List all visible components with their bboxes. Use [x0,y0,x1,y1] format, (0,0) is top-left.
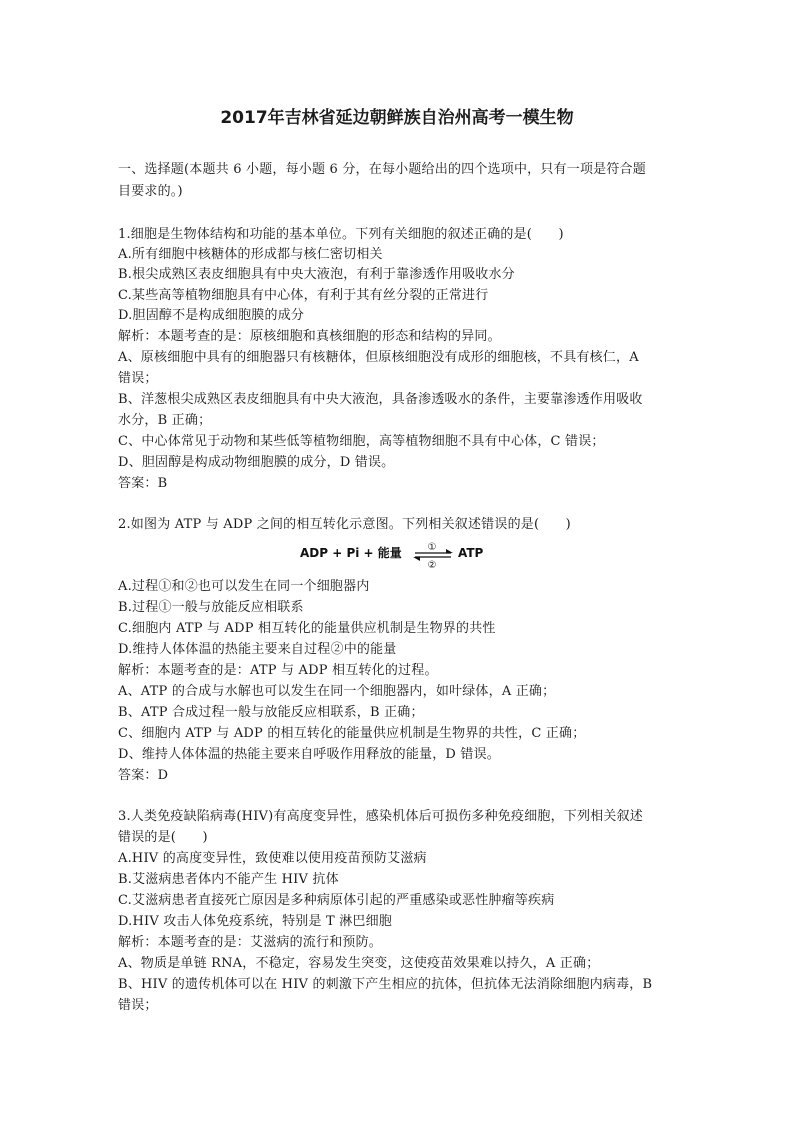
reverse-arrowhead-icon [413,557,420,561]
q3-analysis: 解析：本题考查的是：艾滋病的流行和预防。 [118,935,383,950]
q1-explain-a-line-1: A、原核细胞中具有的细胞器只有核糖体，但原核细胞没有成形的细胞核，不具有核仁，A [118,350,639,365]
q3-stem-line-2: 错误的是( ) [118,830,208,845]
q2-explain-d: D、维持人体体温的热能主要来自呼吸作用释放的能量，D 错误。 [118,747,500,762]
q2-option-c: C.细胞内 ATP 与 ADP 相互转化的能量供应机制是生物界的共性 [118,621,496,636]
forward-arrowhead-icon [446,549,453,553]
q3-option-a: A.HIV 的高度变异性，致使难以使用疫苗预防艾滋病 [118,851,427,866]
atp-adp-equation [0,540,794,568]
q1-explain-d: D、胆固醇是构成动物细胞膜的成分，D 错误。 [118,455,395,470]
q1-analysis: 解析：本题考查的是：原核细胞和真核细胞的形态和结构的异同。 [118,329,501,344]
equation-left-side: ADP + Pi + 能量 [300,546,402,560]
q1-option-d: D.胆固醇不是构成细胞膜的成分 [118,308,305,323]
q1-option-c: C.某些高等植物细胞具有中心体，有利于其有丝分裂的正常进行 [118,288,489,303]
equation-right-side: ATP [458,546,484,560]
q3-explain-b-line-2: 错误； [118,998,158,1013]
q1-explain-b-line-1: B、洋葱根尖成熟区表皮细胞具有中央大液泡，具备渗透吸水的条件，主要靠渗透作用吸收 [118,392,643,407]
q3-explain-b-line-1: B、HIV 的遗传机体可以在 HIV 的刺激下产生相应的抗体，但抗体无法消除细胞内病毒，B [118,977,653,992]
q2-explain-a: A、ATP 的合成与水解也可以发生在同一个细胞器内，如叶绿体，A 正确； [118,684,556,699]
q1-explain-a-line-2: 错误； [118,371,158,386]
q1-explain-b-line-2: 水分，B 正确； [118,413,212,428]
q2-analysis: 解析：本题考查的是：ATP 与 ADP 相互转化的过程。 [118,663,438,678]
q3-stem-line-1: 3.人类免疫缺陷病毒(HIV)有高度变异性，感染机体后可损伤多种免疫细胞，下列相关叙述 [118,809,644,824]
q1-option-a: A.所有细胞中核糖体的形成都与核仁密切相关 [118,247,383,262]
q3-option-b: B.艾滋病患者体内不能产生 HIV 抗体 [118,872,339,887]
equation-top-label: ① [427,542,437,553]
q2-answer: 答案：D [118,768,169,783]
q1-option-b: B.根尖成熟区表皮细胞具有中央大液泡，有利于靠渗透作用吸收水分 [118,267,515,282]
atp-adp-equation-figure [300,540,500,568]
q3-option-d: D.HIV 攻击人体免疫系统，特别是 T 淋巴细胞 [118,914,393,929]
section-intro-line-1: 一、选择题(本题共 6 小题，每小题 6 分，在每小题给出的四个选项中，只有一项是符合题 [118,162,646,177]
q3-explain-a: A、物质是单链 RNA，不稳定，容易发生突变，这使疫苗效果难以持久，A 正确； [118,956,600,971]
q1-answer: 答案：B [118,476,168,491]
q2-explain-c: C、细胞内 ATP 与 ADP 的相互转化的能量供应机制是生物界的共性，C 正确； [118,726,586,741]
equation-bottom-label: ② [427,560,437,568]
q1-explain-c: C、中心体常见于动物和某些低等植物细胞，高等植物细胞不具有中心体，C 错误； [118,434,605,449]
q2-option-b: B.过程①一般与放能反应相联系 [118,600,304,615]
q2-option-d: D.维持人体体温的热能主要来自过程②中的能量 [118,642,397,657]
q1-stem: 1.细胞是生物体结构和功能的基本单位。下列有关细胞的叙述正确的是( ) [118,227,564,242]
section-intro-line-2: 目要求的。) [118,184,183,199]
q2-explain-b: B、ATP 合成过程一般与放能反应相联系，B 正确； [118,705,424,720]
q2-stem: 2.如图为 ATP 与 ADP 之间的相互转化示意图。下列相关叙述错误的是( ) [118,517,571,532]
page-title: 2017年吉林省延边朝鲜族自治州高考一模生物 [220,108,574,128]
q3-option-c: C.艾滋病患者直接死亡原因是多种病原体引起的严重感染或恶性肿瘤等疾病 [118,893,555,908]
q2-option-a: A.过程①和②也可以发生在同一个细胞器内 [118,579,370,594]
